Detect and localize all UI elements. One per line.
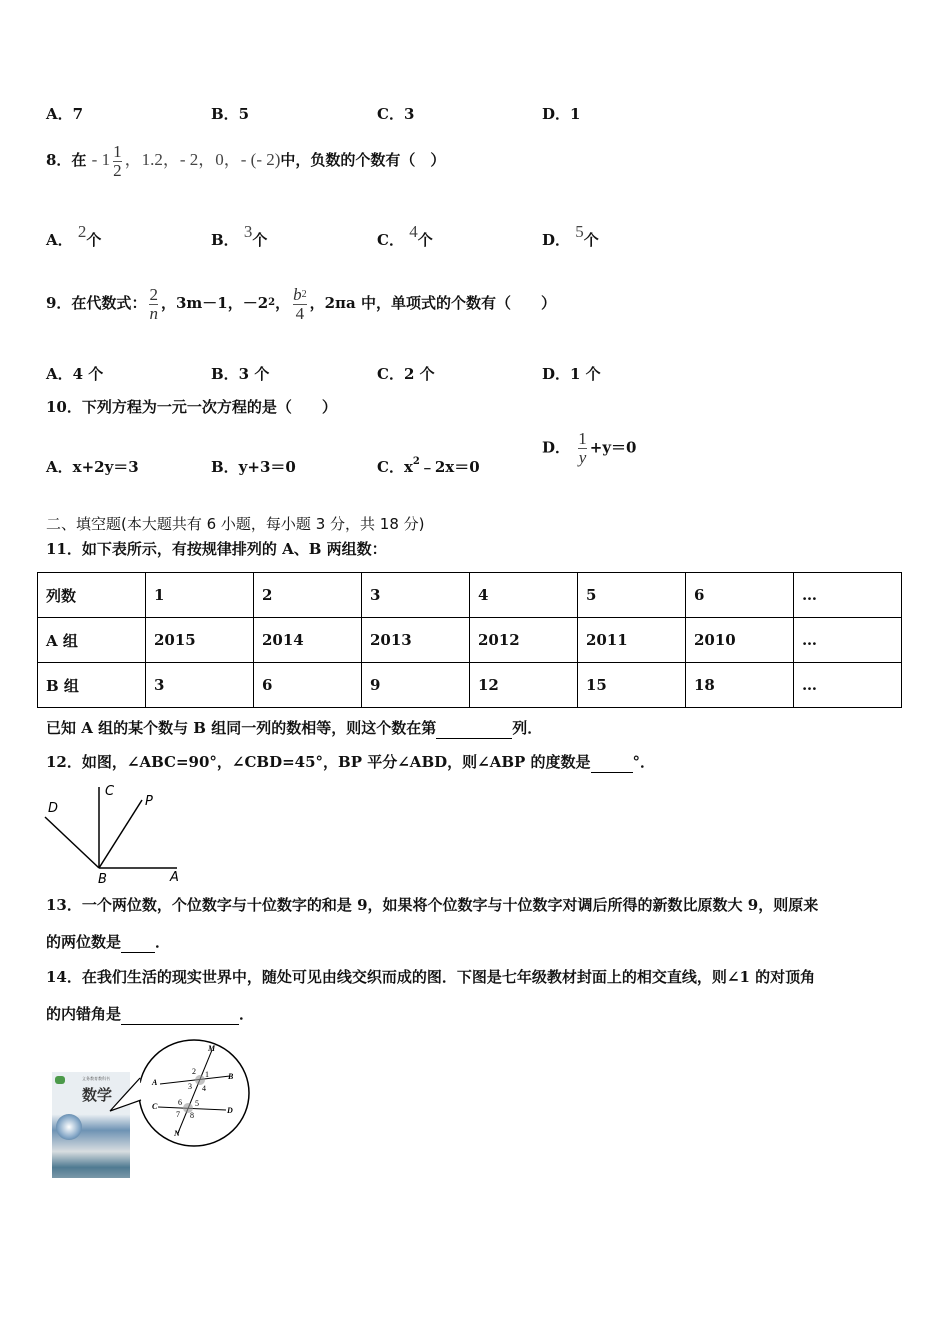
angle-2: 2: [192, 1067, 196, 1076]
label-b: B: [98, 872, 107, 887]
ray-bd: [45, 817, 99, 868]
q14-end: ．: [239, 1005, 255, 1023]
q11-table: [37, 572, 902, 708]
option-text: C．x: [377, 458, 413, 476]
q10-option-a: A．x+2y＝3: [46, 458, 139, 476]
q8-item: ，1.2，: [124, 150, 180, 169]
q8-suffix: 中，负数的个数有（ ）: [280, 151, 446, 169]
q12-end: °．: [632, 753, 656, 771]
question-14-line1: 14．在我们生活的现实世界中，随处可见由线交织而成的图．下图是七年级教材封面上的相交直线，则∠1 的对顶角: [46, 968, 816, 986]
table-cell: 2010: [686, 618, 794, 663]
q10-option-d: [542, 430, 636, 467]
table-cell: 3: [362, 573, 470, 618]
option-value: 3: [243, 222, 253, 241]
q14-text: 的内错角是: [46, 1005, 122, 1023]
label-a: A: [152, 1078, 158, 1087]
option-value: 2: [77, 222, 87, 241]
q8-item: - (- 2): [240, 150, 281, 169]
table-cell: 6: [686, 573, 794, 618]
q7-option-b: B．5: [211, 105, 250, 123]
table-cell: …: [794, 663, 902, 708]
q11-text: 已知 A 组的某个数与 B 组同一列的数相等，则这个数在第: [46, 719, 437, 737]
label-c: C: [105, 784, 115, 799]
answer-blank[interactable]: [591, 752, 633, 773]
label-m: M: [208, 1044, 216, 1053]
table-cell: 1: [146, 573, 254, 618]
option-value: 5: [575, 222, 584, 241]
q8-item: 0: [215, 150, 224, 169]
angle-4: 4: [202, 1084, 206, 1093]
question-10: 10．下列方程为一元一次方程的是（ ）: [46, 398, 337, 416]
q10-option-b: B．y+3＝0: [211, 458, 296, 476]
label-p: P: [145, 794, 153, 809]
angle-3: 3: [188, 1082, 192, 1091]
option-sup: 2: [412, 456, 420, 467]
option-label: A．: [46, 231, 73, 249]
row-header-cell: A 组: [38, 618, 146, 663]
q10-option-c: [377, 456, 480, 477]
q8-option-d: [542, 222, 599, 250]
table-cell: 2012: [470, 618, 578, 663]
q12-stem: 12．如图，∠ABC=90°，∠CBD=45°，BP 平分∠ABD，则∠ABP 的度数是: [46, 753, 591, 771]
table-cell: 2013: [362, 618, 470, 663]
q9-option-c: C．2 个: [377, 365, 435, 383]
callout-gap: [140, 1083, 141, 1096]
q8-mixed-int: - 1: [91, 150, 111, 169]
question-13-line1: 13．一个两位数，个位数字与十位数字的和是 9，如果将个位数字与十位数字对调后所得的新数比原数大 9，则原来: [46, 896, 819, 914]
answer-blank[interactable]: [121, 932, 155, 953]
frac-var: b: [293, 284, 302, 304]
q7-option-c: C．3: [377, 105, 415, 123]
option-label: B．: [211, 231, 239, 249]
option-unit: 个: [86, 231, 102, 249]
option-text: +y＝0: [589, 438, 637, 457]
angle-5: 5: [195, 1099, 199, 1108]
label-b: B: [228, 1072, 234, 1081]
table-cell: …: [794, 618, 902, 663]
option-value: 4: [409, 222, 418, 241]
option-unit: 个: [252, 231, 268, 249]
question-12: [46, 752, 655, 773]
q8-option-b: [211, 222, 267, 250]
q13-end: ．: [155, 933, 171, 951]
answer-blank[interactable]: [121, 1004, 239, 1025]
frac-top: 1: [578, 429, 587, 448]
angle-figure: [40, 780, 200, 890]
q9-option-d: D．1 个: [542, 365, 601, 383]
q9-text: ，3m－1，－2: [160, 294, 269, 312]
label-a: A: [170, 870, 179, 885]
q8-item: - 2: [179, 150, 199, 169]
ray-bp: [99, 800, 142, 868]
angle-7: 7: [176, 1110, 180, 1119]
option-fraction: [578, 430, 587, 467]
callout-pointer: [110, 1078, 141, 1111]
question-13-line2: [46, 932, 170, 953]
label-n: N: [174, 1129, 180, 1138]
table-cell: 15: [578, 663, 686, 708]
table-cell: 2: [254, 573, 362, 618]
q8-frac-bot: 2: [113, 160, 122, 180]
q8-item: ，: [223, 150, 241, 169]
row-header-cell: 列数: [38, 573, 146, 618]
q8-frac-top: 1: [113, 141, 122, 161]
frac-sup: 2: [301, 288, 307, 300]
q8-option-c: [377, 222, 433, 250]
q8-item: ，: [198, 150, 216, 169]
q8-num: 8．在: [46, 151, 87, 169]
row-header-cell: B 组: [38, 663, 146, 708]
label-c: C: [152, 1102, 158, 1111]
q9-sup: 2: [268, 297, 276, 308]
q9-prefix: 9．在代数式：: [46, 294, 147, 312]
table-cell: 2011: [578, 618, 686, 663]
q9-option-a: A．4 个: [46, 365, 104, 383]
q9-fraction-2-over-n: [149, 286, 158, 323]
option-label: D．: [542, 438, 571, 457]
table-cell: …: [794, 573, 902, 618]
intersecting-lines-figure: [100, 1036, 260, 1151]
table-row: [38, 618, 902, 663]
table-cell: 2014: [254, 618, 362, 663]
table-cell: 2015: [146, 618, 254, 663]
q13-text: 的两位数是: [46, 933, 122, 951]
nautilus-shell-icon: [56, 1114, 82, 1140]
label-d: D: [227, 1106, 233, 1115]
option-unit: 个: [417, 231, 433, 249]
angle-6: 6: [178, 1098, 182, 1107]
table-cell: 4: [470, 573, 578, 618]
option-text: ﹣2x＝0: [419, 458, 480, 476]
publisher-logo-icon: [55, 1076, 65, 1084]
q7-option-a: A．7: [46, 105, 84, 123]
table-row: [38, 663, 902, 708]
question-9: [46, 283, 556, 323]
table-row: [38, 573, 902, 618]
q9-option-b: B．3 个: [211, 365, 270, 383]
q11-after: [46, 718, 542, 739]
book-title: 数学: [82, 1086, 113, 1104]
table-cell: 5: [578, 573, 686, 618]
book-series-text: 义务教育教科书: [82, 1076, 110, 1081]
table-cell: 3: [146, 663, 254, 708]
question-14-line2: [46, 1004, 254, 1025]
table-cell: 6: [254, 663, 362, 708]
q7-option-d: D．1: [542, 105, 581, 123]
label-d: D: [48, 801, 59, 816]
frac-bot: n: [149, 303, 158, 323]
angle-1: 1: [205, 1070, 209, 1079]
q8-option-a: [46, 222, 101, 250]
question-8: [46, 140, 445, 180]
q11-text: 列．: [512, 719, 543, 737]
option-unit: 个: [583, 231, 599, 249]
section-2-heading: 二、填空题(本大题共有 6 小题，每小题 3 分，共 18 分): [46, 515, 425, 533]
angle-8: 8: [190, 1111, 194, 1120]
option-label: C．: [377, 231, 404, 249]
frac-top: 2: [149, 284, 158, 304]
frac-top: [293, 286, 307, 305]
answer-blank[interactable]: [436, 718, 512, 739]
table-cell: 9: [362, 663, 470, 708]
frac-bot: y: [578, 448, 587, 467]
table-cell: 12: [470, 663, 578, 708]
q9-text: ，: [275, 294, 291, 312]
frac-bot: 4: [295, 303, 305, 323]
q9-suffix: ，2πa 中，单项式的个数有（ ）: [309, 294, 556, 312]
q8-fraction: [113, 143, 122, 180]
option-label: D．: [542, 231, 571, 249]
question-11: 11．如下表所示，有按规律排列的 A、B 两组数：: [46, 540, 387, 558]
table-cell: 18: [686, 663, 794, 708]
q9-fraction-b2-over-4: [293, 286, 307, 323]
